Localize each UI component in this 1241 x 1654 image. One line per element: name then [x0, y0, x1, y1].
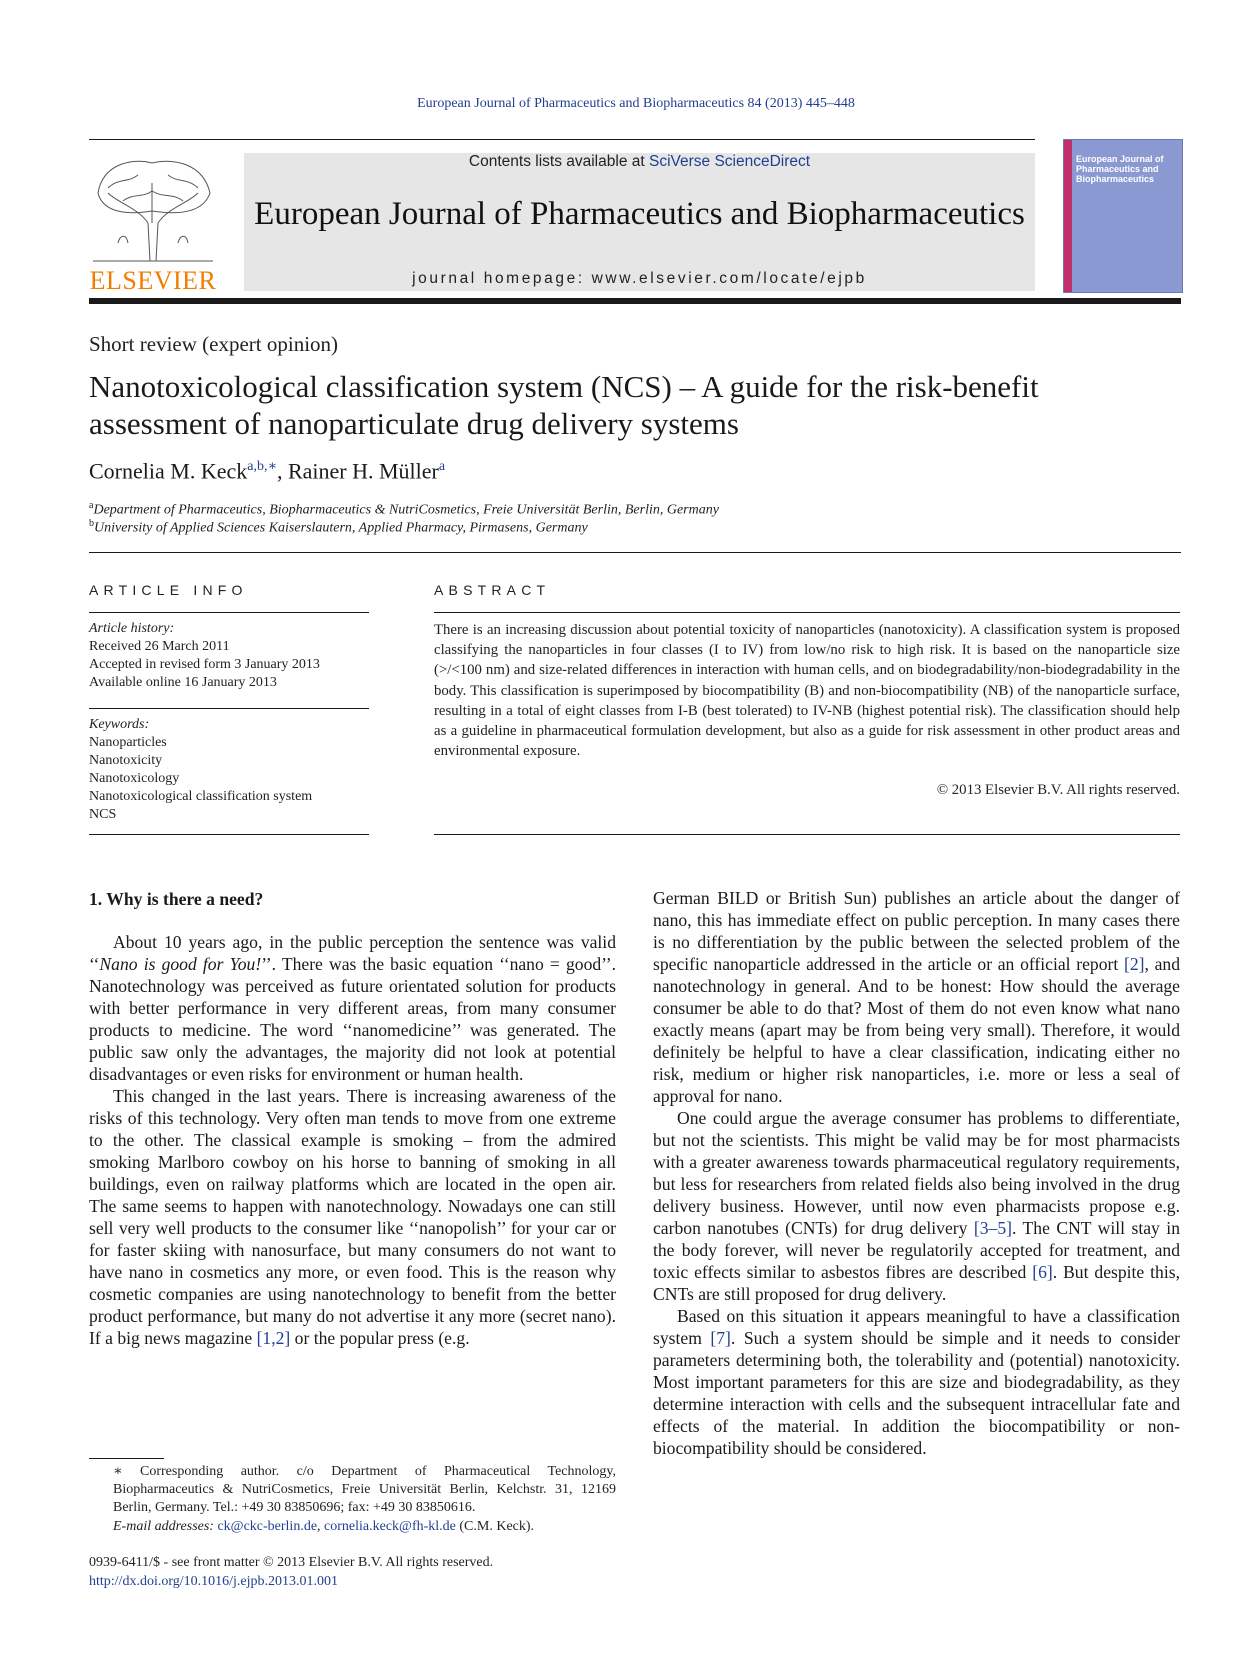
- body-paragraph: About 10 years ago, in the public perception the sentence was valid ‘‘Nano is good for You!’’. There was the basic equation ‘‘nano = good’’. Nanotechnology was perceived as future orientated solution for products with better performance in very different areas, from many consumer products to medicine. The word ‘‘nanomedicine’’ was generated. The public saw only the advantages, the majority did not look at potential disadvantages or even risks for environment or human health.: [89, 932, 616, 1084]
- journal-homepage[interactable]: journal homepage: www.elsevier.com/locate/ejpb: [412, 270, 867, 287]
- info-rule-top: [89, 612, 369, 613]
- journal-cover-thumbnail[interactable]: [1063, 139, 1183, 293]
- info-rule-mid: [89, 708, 369, 709]
- abstract-rule-bottom: [434, 834, 1180, 835]
- affiliation-mark: b: [89, 518, 94, 529]
- body-paragraph: Based on this situation it appears meaningful to have a classification system [7]. Such a system should be simple and it needs to consider parameters determining both, the tolerability and (potential) nanotoxicity. Most important parameters for this are size and biodegradability, as they determine interaction with cells and the subsequent intracellular fate and effects of the material. In addition the biocompatibility or non-biocompatibility should be considered.: [653, 1306, 1180, 1458]
- contents-prefix: Contents lists available at: [468, 153, 649, 170]
- journal-citation-link[interactable]: European Journal of Pharmaceutics and Biopharmaceutics 84 (2013) 445–448: [417, 96, 855, 111]
- body-paragraph: One could argue the average consumer has problems to differentiate, but not the scientists. This might be valid may be for most pharmacists with a greater awareness towards pharmaceutical regulatory requirements, but less for researchers from related fields also being involved in the drug delivery business. However, until now even pharmacists propose e.g. carbon nanotubes (CNTs) for drug delivery [3–5]. The CNT will stay in the body forever, will never be regulatorily accepted for treatment, and toxic effects similar to asbestos fibres are described [6]. But despite this, CNTs are still proposed for drug delivery.: [653, 1108, 1180, 1304]
- issn-line: 0939-6411/$ - see front matter © 2013 Elsevier B.V. All rights reserved.: [89, 1555, 494, 1570]
- author-name: Cornelia M. Keck: [89, 458, 248, 484]
- section-heading: 1. Why is there a need?: [89, 889, 264, 909]
- affiliation-text: University of Applied Sciences Kaiserslautern, Applied Pharmacy, Pirmasens, Germany: [94, 520, 588, 536]
- body-paragraph: German BILD or British Sun) publishes an article about the danger of nano, this has immediate effect on public perception. In many cases there is no differentiation by the public between the selected problem of the specific nanoparticle addressed in the article or an official report [2], and nanotechnology in general. And to be honest: How should the average consumer be able to do that? Most of them do not even know what nano exactly means (apart may be from being very small). Therefore, it would definitely be helpful to have a clear classification, indicating either no risk, medium or higher risk nanoparticles, i.e. more or less a seal of approval for nano.: [653, 888, 1180, 1106]
- elsevier-wordmark: ELSEVIER: [89, 266, 217, 295]
- online-date: Available online 16 January 2013: [89, 675, 277, 690]
- article-info-heading: ARTICLE INFO: [89, 582, 248, 598]
- info-rule-bottom: [89, 834, 369, 835]
- corresponding-author-text: ∗ Corresponding author. c/o Department of Pharmaceutical Technology, Biopharmaceutics & NutriCosmetics, Freie Universität Berlin, Kelchstr. 31, 12169 Berlin, Germany. Tel.: +49 30 83850696; fax: +49 30 83850616.: [113, 1464, 616, 1516]
- body-left-column: [89, 931, 616, 1349]
- affiliation-mark: a: [89, 500, 94, 511]
- header-bottom-rule: [89, 298, 1181, 304]
- abstract-heading: ABSTRACT: [434, 582, 551, 598]
- header-top-rule: [89, 139, 1035, 140]
- affiliation-text: Department of Pharmaceutics, Biopharmaceutics & NutriCosmetics, Freie Universität Berlin, Berlin, Germany: [93, 502, 719, 518]
- body-paragraph: This changed in the last years. There is increasing awareness of the risks of this technology. Very often man tends to move from one extreme to the other. The classical example is smoking – from the admired smoking Marlboro cowboy on his horse to banning of smoking in all buildings, even on railway platforms which are located in the open air. The same seems to happen with nanotechnology. Nowadays one can still sell very well products to the consumer like ‘‘nanopolish’’ for your car or for faster skiing with nanosurface, but many consumers do not want to have nano in cosmetics any more, or even food. This is the reason why cosmetic companies are using nanotechnology to benefit from the better product performance, but many do not advertise it any more (secret nano). If a big news magazine [1,2] or the popular press (e.g.: [89, 1086, 616, 1348]
- keyword-item: Nanotoxicological classification system: [89, 789, 313, 804]
- history-label: Article history:: [89, 621, 175, 636]
- abstract-copyright: © 2013 Elsevier B.V. All rights reserved.: [936, 782, 1180, 798]
- doi-link[interactable]: http://dx.doi.org/10.1016/j.ejpb.2013.01.001: [89, 1574, 339, 1589]
- article-title-line-2: assessment of nanoparticulate drug delivery systems: [89, 406, 739, 441]
- contents-line: [244, 153, 1035, 171]
- keywords-label: Keywords:: [89, 717, 150, 732]
- keyword-item: Nanoparticles: [89, 735, 167, 750]
- email-label: E-mail addresses:: [113, 1518, 214, 1534]
- head-separator-rule: [89, 552, 1181, 553]
- corresponding-author-footnote: [89, 1463, 616, 1536]
- sciencedirect-link[interactable]: SciVerse ScienceDirect: [648, 153, 811, 170]
- article-history: [89, 620, 369, 692]
- abstract-body: There is an increasing discussion about potential toxicity of nanoparticles (nanotoxicity). A classification system is proposed classifying the nanoparticles in four classes (I to IV) from low/no risk to high risk. It is based on the nanoparticle size (>/<100 nm) and size-related differences in interaction with human cells, and on biodegradability/non-biodegradability in the body. This classification is superimposed by biocompatibility (B) and non-biocompatibility (NB) of the nanoparticle surface, resulting in a total of eight classes from I-B (best tolerated) to IV-NB (highest potential risk). The classification should help as a guideline in pharmaceutical formulation development, but also as a guide for risk assessment in other product areas and environmental exposure.: [434, 622, 1180, 760]
- author-affiliation-marks[interactable]: a,b,∗: [247, 459, 277, 474]
- citation-link[interactable]: [7]: [710, 1328, 731, 1348]
- author-affiliation-marks[interactable]: a: [438, 459, 446, 474]
- citation-link[interactable]: [1,2]: [256, 1328, 291, 1348]
- keyword-item: NCS: [89, 807, 117, 822]
- email-link[interactable]: cornelia.keck@fh-kl.de: [324, 1518, 456, 1534]
- footnote-rule: [89, 1458, 164, 1459]
- citation-link[interactable]: [6]: [1032, 1262, 1053, 1282]
- article-title-line-1: Nanotoxicological classification system (NCS) – A guide for the risk-benefit: [89, 369, 1039, 404]
- citation-link[interactable]: [3–5]: [973, 1218, 1012, 1238]
- affiliation-a: [89, 500, 719, 519]
- journal-name: European Journal of Pharmaceutics and Biopharmaceutics: [254, 196, 1025, 232]
- email-link[interactable]: ck@ckc-berlin.de: [217, 1518, 318, 1534]
- received-date: Received 26 March 2011: [89, 639, 230, 654]
- affiliation-b: [89, 518, 588, 537]
- citation-link[interactable]: [2]: [1123, 954, 1145, 974]
- keyword-item: Nanotoxicity: [89, 753, 163, 768]
- article-title: [89, 368, 1189, 442]
- keywords: [89, 716, 369, 824]
- cover-accent-strip: [1064, 140, 1072, 292]
- author-separator: ,: [276, 458, 288, 484]
- author-name: Rainer H. Müller: [287, 458, 439, 484]
- revised-date: Accepted in revised form 3 January 2013: [89, 657, 320, 672]
- tree-icon: [88, 153, 218, 265]
- body-right-column: [653, 887, 1180, 1459]
- author-list: [89, 458, 445, 484]
- abstract-rule-top: [434, 612, 1180, 613]
- article-type: Short review (expert opinion): [89, 332, 339, 356]
- emphasis-quote: Nano is good for You!: [99, 954, 262, 974]
- cover-title: European Journal of Pharmaceutics and Biopharmaceutics: [1076, 154, 1164, 184]
- email-line: E-mail addresses: ck@ckc-berlin.de, cornelia.keck@fh-kl.de (C.M. Keck).: [113, 1518, 535, 1534]
- keyword-item: Nanotoxicology: [89, 771, 180, 786]
